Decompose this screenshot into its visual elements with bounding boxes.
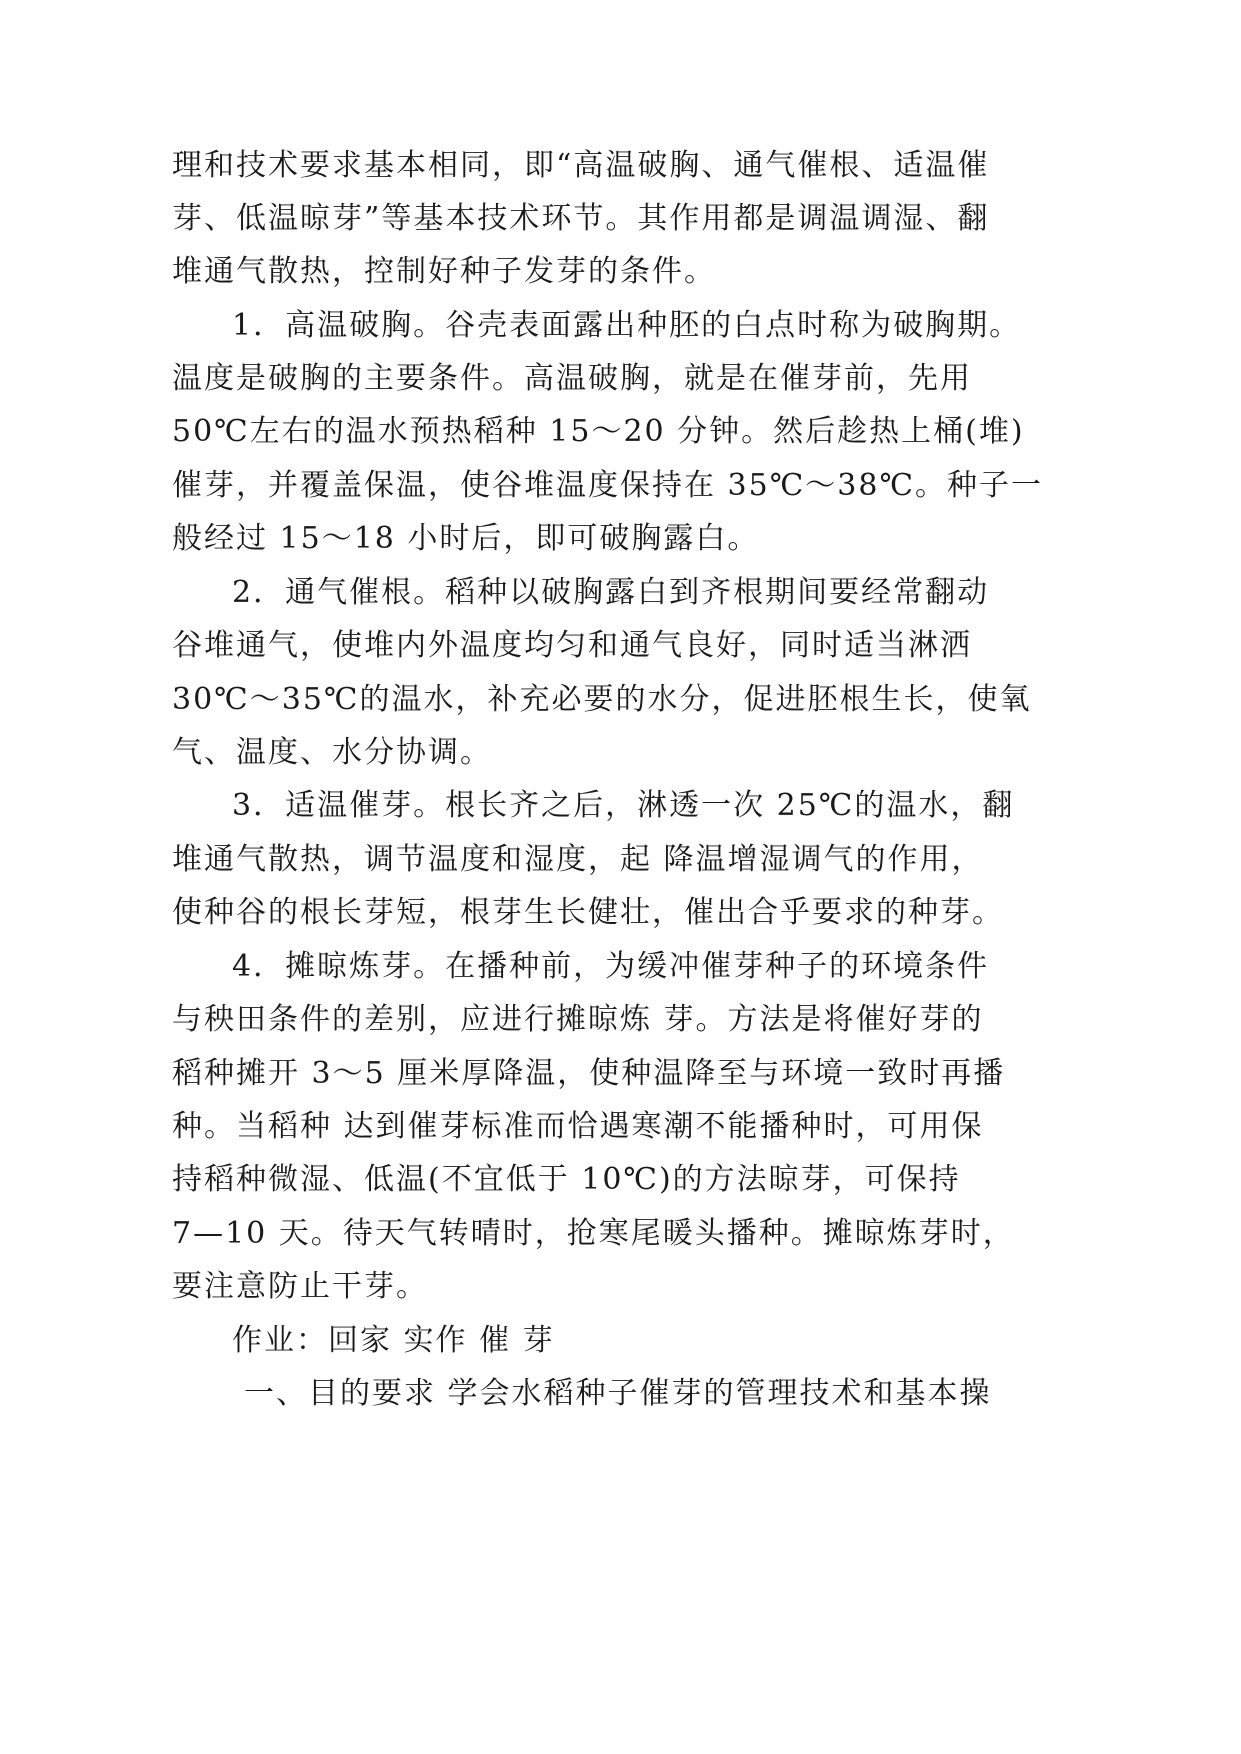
text-line-19: 种。当稻种 达到催芽标准而恰遇寒潮不能播种时，可用保 — [172, 1109, 984, 1144]
text-line-4: 1．高温破胸。谷壳表面露出种胚的白点时称为破胸期。 — [232, 308, 1022, 343]
text-line-21: 7—10 天。待天气转晴时，抢寒尾暖头播种。摊晾炼芽时， — [172, 1216, 1015, 1251]
text-line-5: 温度是破胸的主要条件。高温破胸，就是在催芽前，先用 — [172, 361, 972, 396]
text-line-8: 般经过 15～18 小时后，即可破胸露白。 — [172, 521, 760, 556]
text-line-13: 3．适温催芽。根长齐之后，淋透一次 25℃的温水，翻 — [232, 788, 1015, 823]
text-line-23: 作业：回家 实作 催 芽 — [232, 1323, 555, 1358]
text-line-6: 50℃左右的温水预热稻种 15～20 分钟。然后趁热上桶(堆) — [172, 414, 1025, 449]
text-line-3: 堆通气散热，控制好种子发芽的条件。 — [172, 254, 716, 289]
text-line-9: 2．通气催根。稻种以破胸露白到齐根期间要经常翻动 — [232, 575, 990, 610]
text-line-18: 稻种摊开 3～5 厘米厚降温，使种温降至与环境一致时再播 — [172, 1056, 1006, 1091]
text-line-24: 一、目的要求 学会水稻种子催芽的管理技术和基本操 — [244, 1376, 992, 1411]
text-line-22: 要注意防止干芽。 — [172, 1269, 428, 1304]
text-line-1: 理和技术要求基本相同，即“高温破胸、通气催根、适温催 — [172, 148, 990, 183]
text-line-11: 30℃～35℃的温水，补充必要的水分，促进胚根生长，使氧 — [172, 682, 1032, 717]
text-line-15: 使种谷的根长芽短，根芽生长健壮，催出合乎要求的种芽。 — [172, 895, 1004, 930]
text-line-14: 堆通气散热，调节温度和湿度，起 降温增湿调气的作用， — [172, 842, 984, 877]
text-line-12: 气、温度、水分协调。 — [172, 735, 492, 770]
text-line-17: 与秧田条件的差别，应进行摊晾炼 芽。方法是将催好芽的 — [172, 1002, 984, 1037]
text-line-2: 芽、低温晾芽”等基本技术环节。其作用都是调温调湿、翻 — [172, 201, 990, 236]
text-line-10: 谷堆通气，使堆内外温度均匀和通气良好，同时适当淋洒 — [172, 628, 972, 663]
text-line-16: 4．摊晾炼芽。在播种前，为缓冲催芽种子的环境条件 — [232, 949, 990, 984]
text-line-7: 催芽，并覆盖保温，使谷堆温度保持在 35℃～38℃。种子一 — [172, 468, 1044, 503]
text-line-20: 持稻种微湿、低温(不宜低于 10℃)的方法晾芽，可保持 — [172, 1162, 961, 1197]
